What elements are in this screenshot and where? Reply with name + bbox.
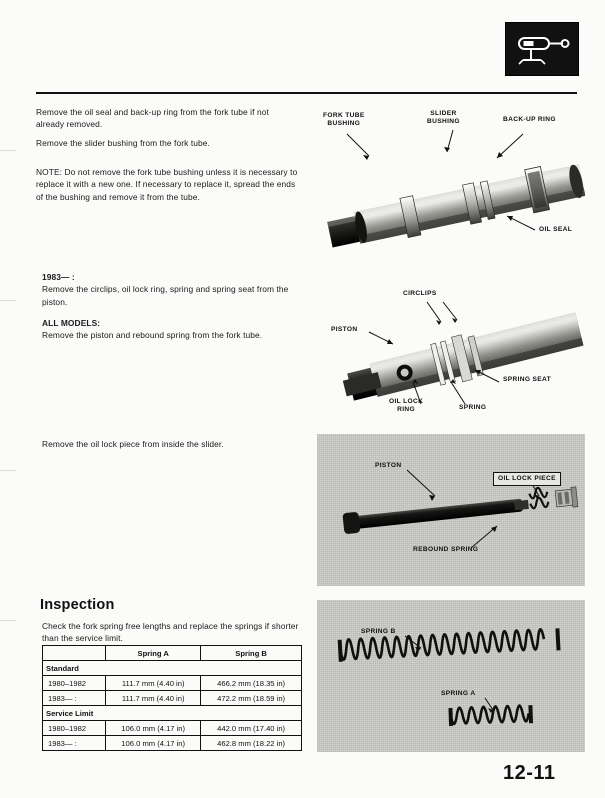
label-fork-tube-bushing: FORK TUBE BUSHING [323,112,365,128]
table-value-a-sl-1980: 106.0 mm (4.17 in) [106,721,201,736]
spring-free-length-table [42,645,302,751]
label-oil-lock-piece: OIL LOCK PIECE [493,472,561,486]
table-row [43,736,302,751]
table-value-a-sl-1983: 106.0 mm (4.17 in) [106,736,201,751]
label-spring-a: SPRING A [441,690,476,697]
page-number: 12-11 [503,762,556,784]
heading-all-models: ALL MODELS: [42,318,101,328]
figure-fork-springs [317,600,585,752]
paragraph-remove-oil-lock-piece: Remove the oil lock piece from inside the slider. [42,439,224,449]
paragraph-all-models [42,317,300,342]
label-oil-lock-ring: OIL LOCK RING [389,398,424,414]
table-value-a-std-1983: 111.7 mm (4.40 in) [106,691,201,706]
table-value-a-std-1980: 111.7 mm (4.40 in) [106,676,201,691]
scan-edge-mark [0,620,16,621]
label-piston: PISTON [331,326,358,333]
table-header-row [43,646,302,661]
table-header-blank [43,646,106,661]
table-value-b-std-1980: 466.2 mm (18.35 in) [201,676,302,691]
label-circlips: CIRCLIPS [403,290,437,297]
fork-tool-icon [505,22,579,76]
table-model-1983-std: 1983— : [43,691,106,706]
label-piston-oillock: PISTON [375,462,402,469]
scan-edge-mark [0,300,16,301]
label-rebound-spring: REBOUND SPRING [413,546,479,553]
table-row [43,691,302,706]
figure-fork-tube-assembly [317,104,585,252]
figure-oil-lock-parts [317,434,585,586]
label-slider-bushing: SLIDER BUSHING [427,110,460,126]
label-spring-seat: SPRING SEAT [503,376,552,383]
table-row [43,721,302,736]
heading-1983: 1983— : [42,272,75,282]
section-title-inspection: Inspection [40,597,115,613]
table-model-1983-sl: 1983— : [43,736,106,751]
scan-edge-mark [0,470,16,471]
table-row [43,661,302,676]
table-group-standard: Standard [43,661,302,676]
paragraph-all-models-text: Remove the piston and rebound spring from the fork tube. [42,330,263,341]
table-value-b-std-1983: 472.2 mm (18.59 in) [201,691,302,706]
table-header-spring-a: Spring A [106,646,201,661]
paragraph-remove-slider-bushing: Remove the slider bushing from the fork tube. [36,138,210,148]
table-model-1980-1982-std: 1980–1982 [43,676,106,691]
label-spring: SPRING [459,404,487,411]
table-row [43,706,302,721]
table-value-b-sl-1983: 462.8 mm (18.22 in) [201,736,302,751]
paragraph-remove-oil-seal: Remove the oil seal and back-up ring from the fork tube if not already removed. [36,107,269,130]
label-oil-seal: OIL SEAL [539,226,573,233]
table-value-b-sl-1980: 442.0 mm (17.40 in) [201,721,302,736]
table-model-1980-1982-sl: 1980–1982 [43,721,106,736]
label-spring-b: SPRING B [361,628,396,635]
paragraph-1983-text: Remove the circlips, oil lock ring, spring and spring seat from the piston. [42,284,289,307]
label-back-up-ring: BACK-UP RING [503,116,556,123]
table-row [43,676,302,691]
scan-edge-mark [0,150,16,151]
figure-piston-assembly [317,264,585,424]
header-rule [36,92,577,94]
paragraph-1983-circlips [42,271,300,308]
table-header-spring-b: Spring B [201,646,302,661]
table-group-service-limit: Service Limit [43,706,302,721]
note-fork-tube-bushing: NOTE: Do not remove the fork tube bushing unless it is necessary to replace it with a new one. If necessary to replace it, spread the ends of the bushing and remove it from the tube. [36,167,298,202]
paragraph-inspection: Check the fork spring free lengths and replace the springs if shorter than the service limit. [42,621,299,644]
